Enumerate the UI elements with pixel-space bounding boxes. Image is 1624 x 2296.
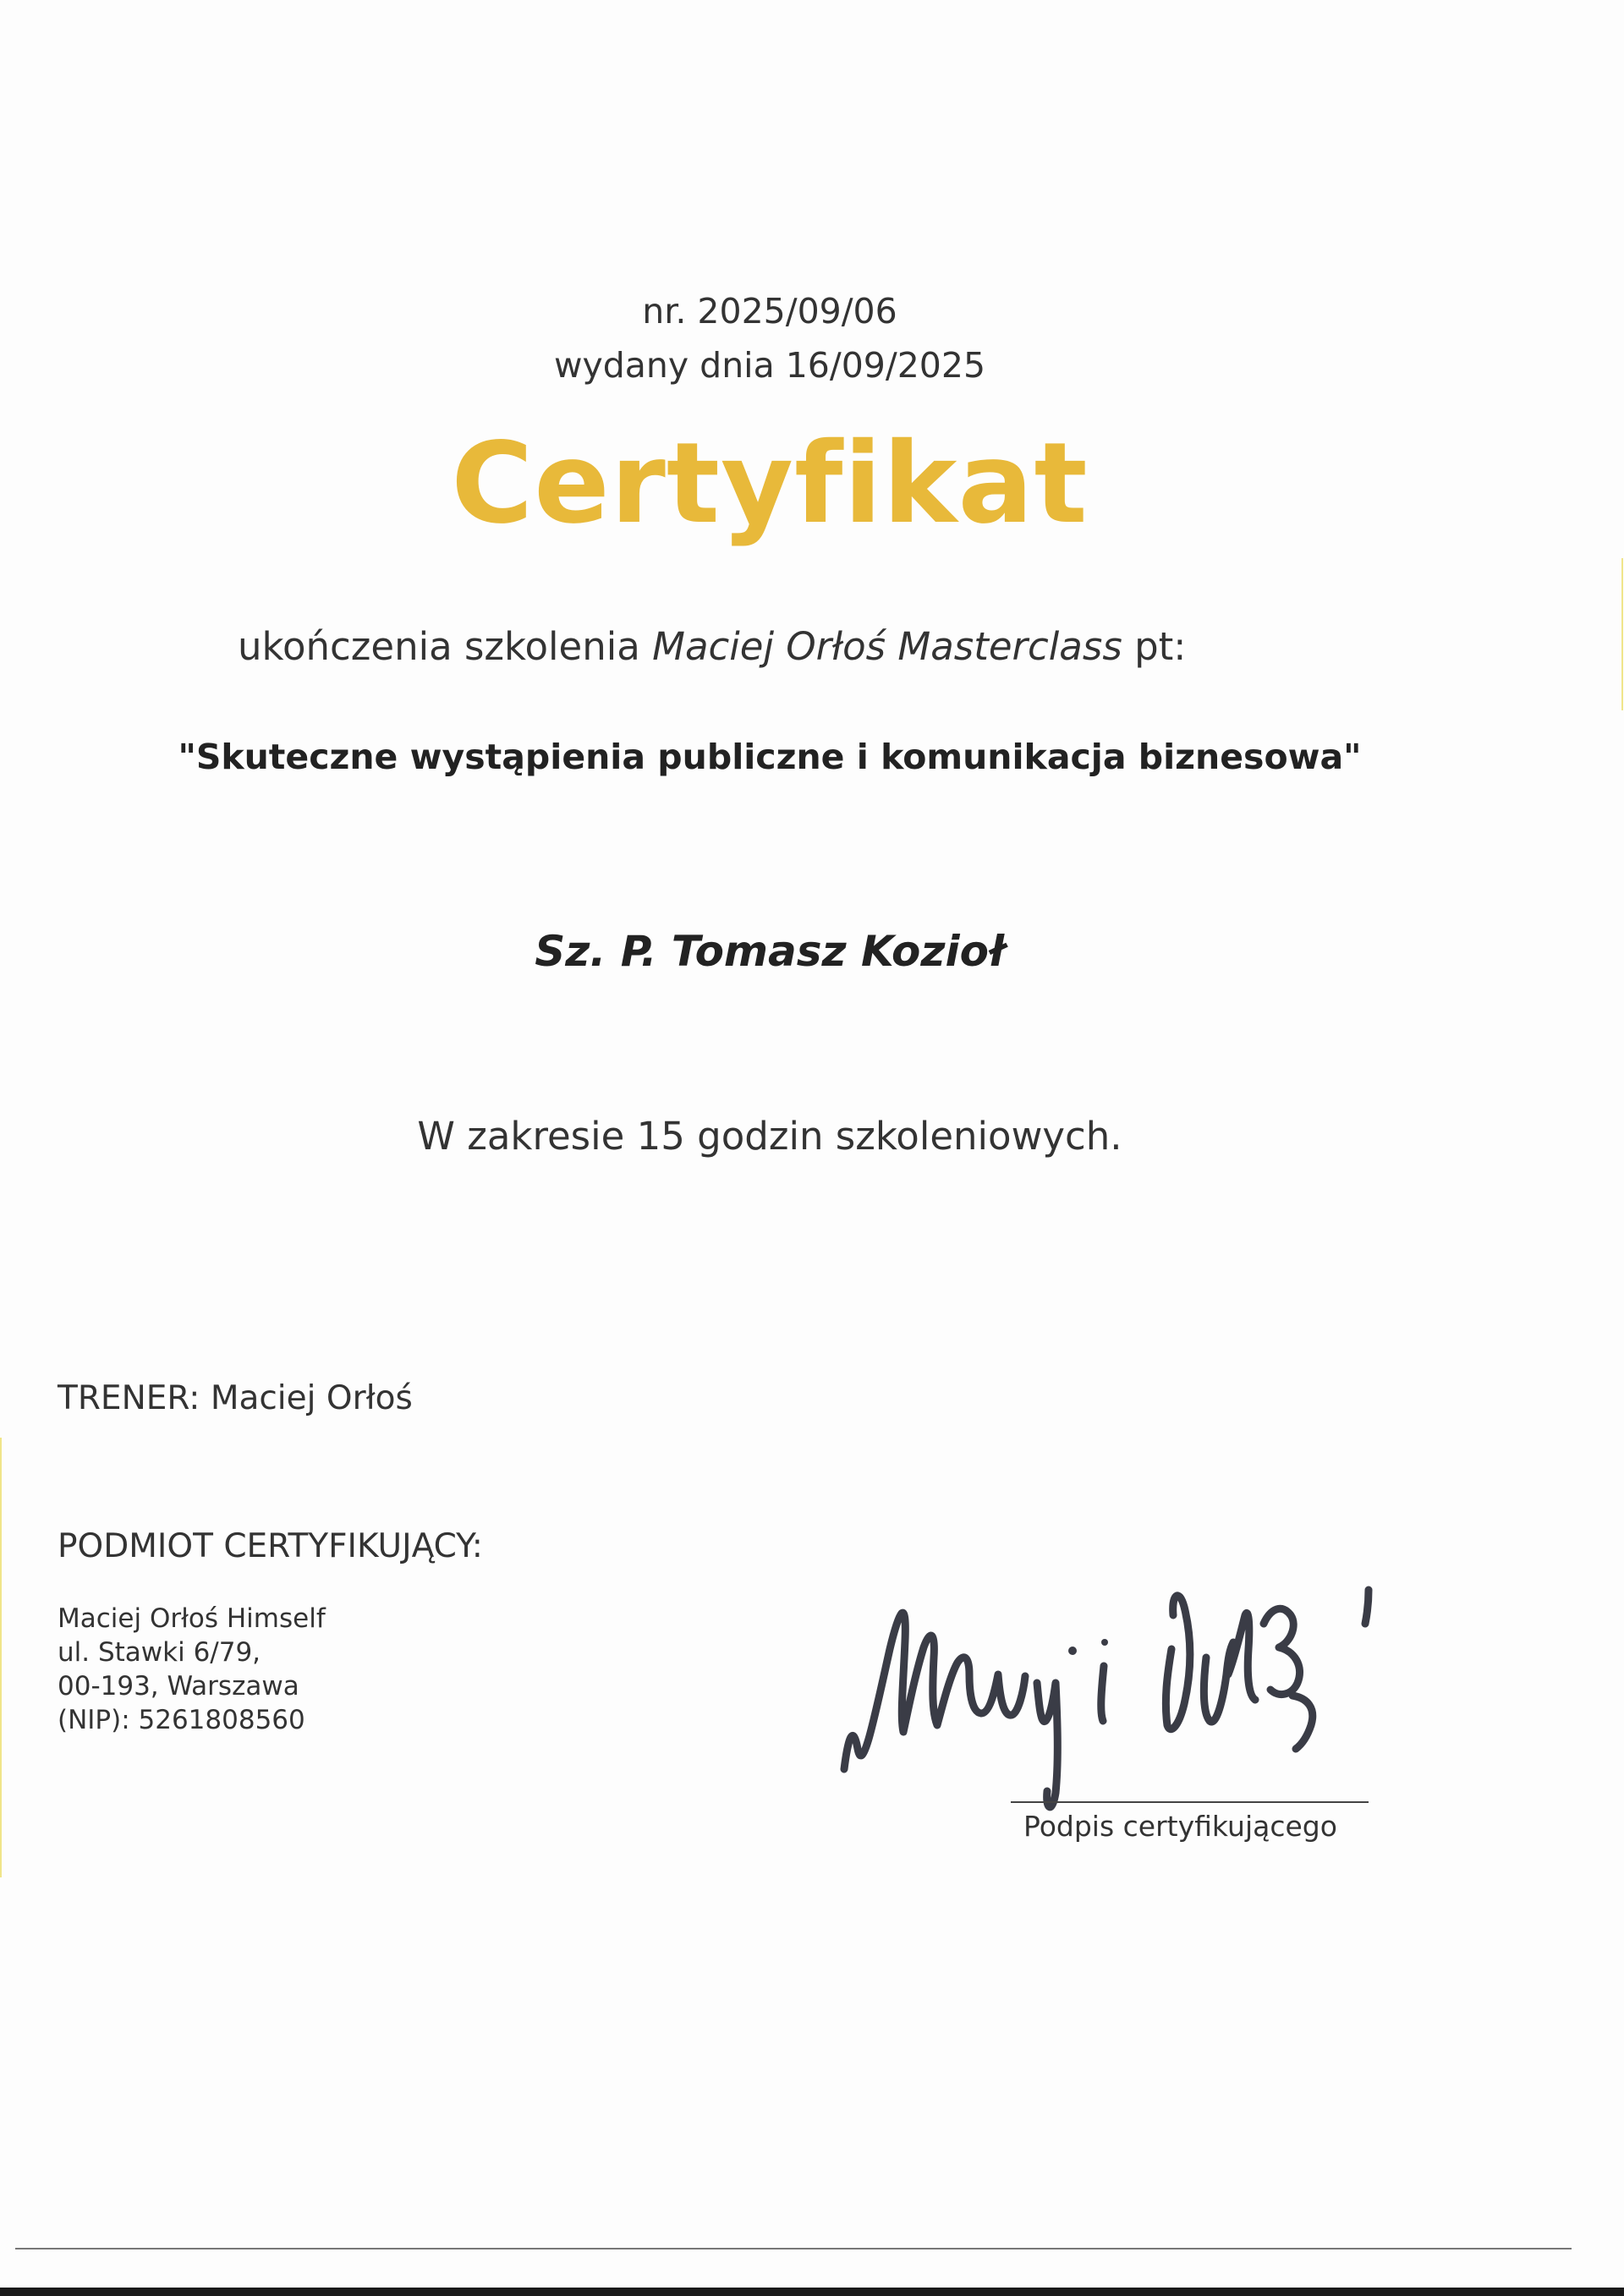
entity-nip: (NIP): 5261808560 (58, 1705, 305, 1735)
entity-city: 00-193, Warszawa (58, 1671, 299, 1701)
course-intro (238, 624, 1186, 669)
course-brand: Maciej Orłoś Masterclass (652, 624, 1122, 669)
course-intro-suffix: pt: (1122, 624, 1187, 669)
trainer-line: TRENER: Maciej Orłoś (58, 1379, 413, 1417)
bottom-scan-edge (0, 2288, 1624, 2296)
certifying-entity-label: PODMIOT CERTYFIKUJĄCY: (58, 1527, 483, 1565)
signature-caption: Podpis certyfikującego (1023, 1810, 1337, 1843)
course-name: "Skuteczne wystąpienia publiczne i komunikacja biznesowa" (178, 737, 1362, 777)
certificate-title: Certyfikat (451, 419, 1089, 549)
entity-name: Maciej Orłoś Himself (58, 1603, 326, 1634)
certificate-issue-date: wydany dnia 16/09/2025 (553, 345, 986, 386)
footer-divider (15, 2248, 1572, 2249)
course-intro-prefix: ukończenia szkolenia (238, 624, 653, 669)
certifying-entity-details (58, 1602, 326, 1737)
training-hours: W zakresie 15 godzin szkoleniowych. (417, 1114, 1122, 1159)
participant-name: Sz. P. Tomasz Kozioł (535, 927, 1005, 976)
left-scan-edge (0, 1438, 2, 1877)
entity-street: ul. Stawki 6/79, (58, 1637, 261, 1668)
right-scan-edge (1621, 558, 1623, 710)
handwritten-signature (837, 1548, 1413, 1827)
certificate-number: nr. 2025/09/06 (642, 291, 897, 332)
signature-line (1011, 1801, 1369, 1803)
